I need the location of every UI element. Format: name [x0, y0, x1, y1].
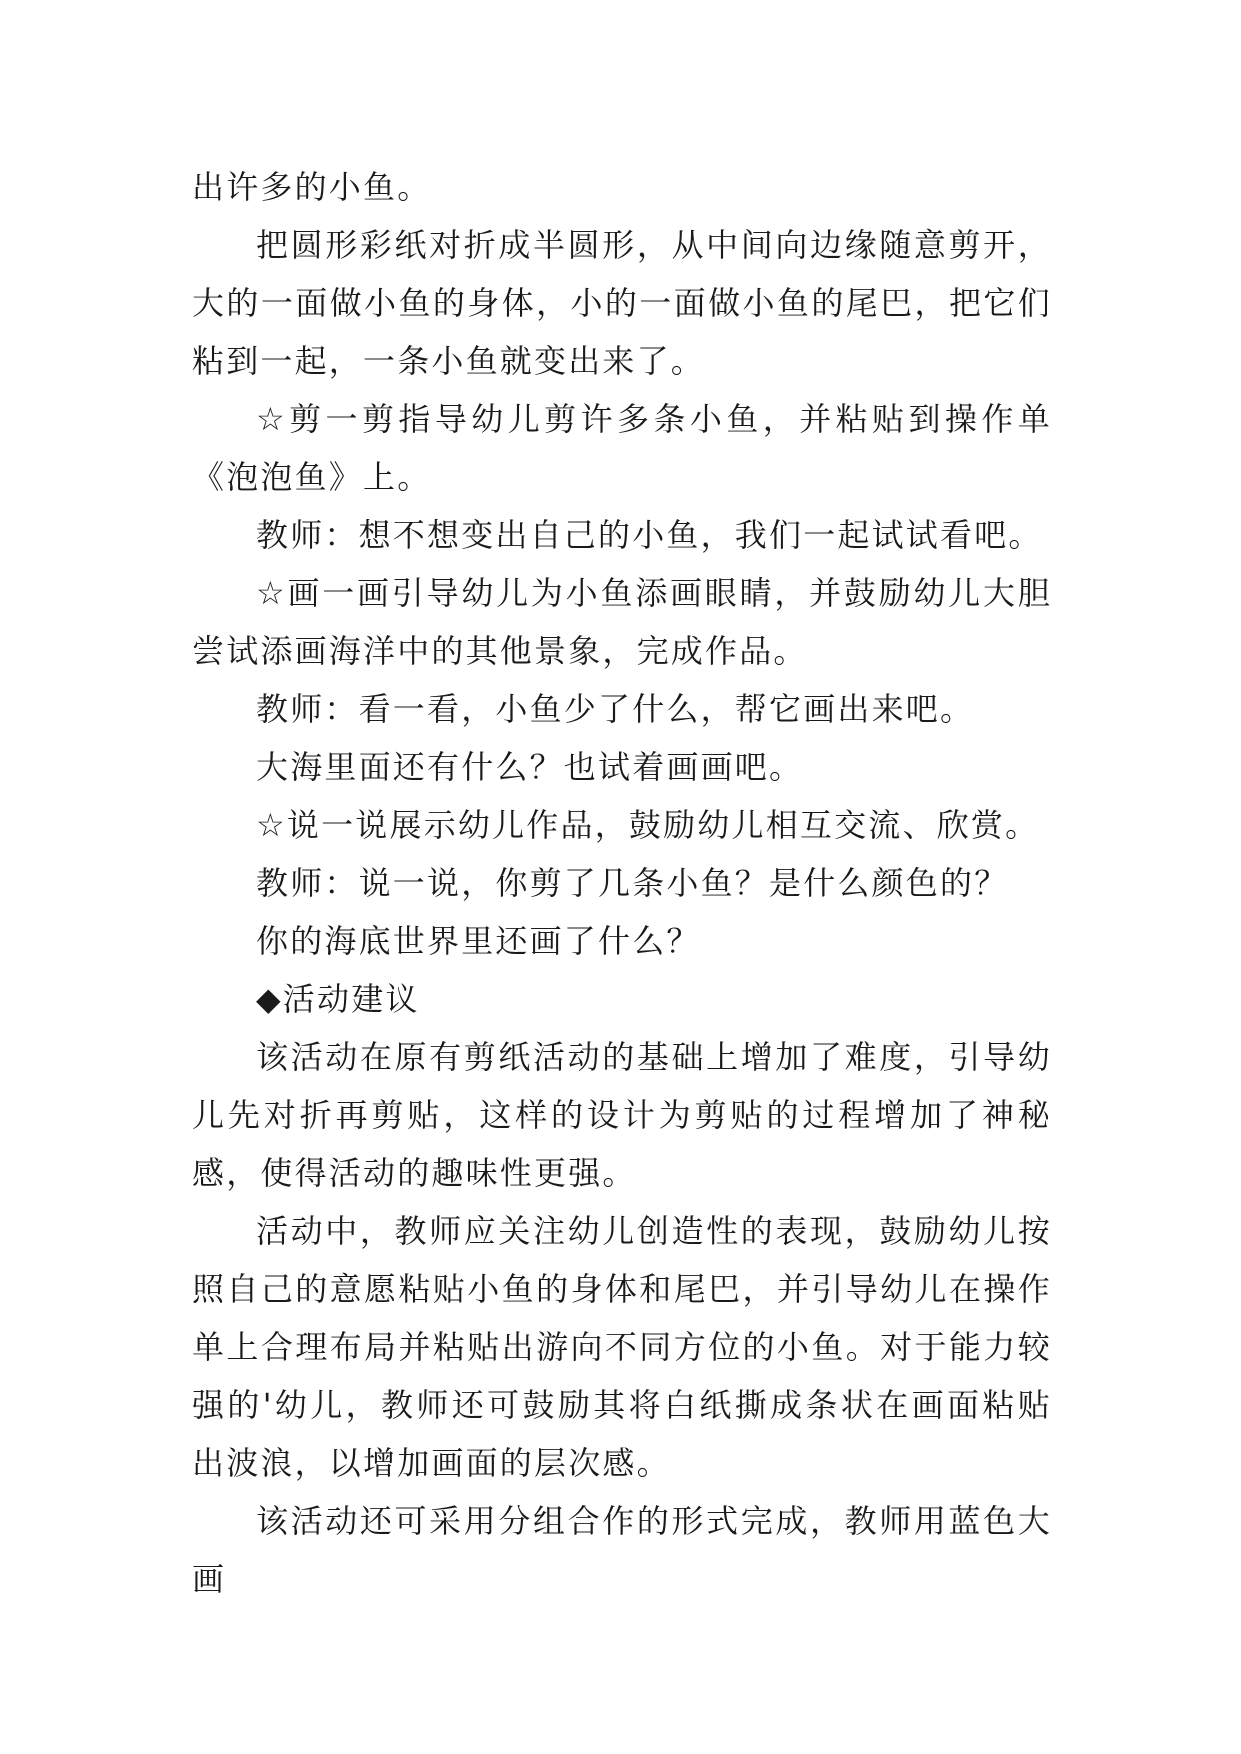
paragraph-suggestion-1: 该活动在原有剪纸活动的基础上增加了难度，引导幼儿先对折再剪贴，这样的设计为剪贴的过程增加了神秘感，使得活动的趣味性更强。	[192, 1038, 1052, 1192]
paragraph-teacher-prompt-2: 教师：看一看，小鱼少了什么，帮它画出来吧。	[256, 690, 975, 728]
paragraph-draw-step: ☆画一画引导幼儿为小鱼添画眼睛，并鼓励幼儿大胆尝试添画海洋中的其他景象，完成作品。	[192, 574, 1052, 670]
paragraph-fold-instructions: 把圆形彩纸对折成半圆形，从中间向边缘随意剪开，大的一面做小鱼的身体，小的一面做小鱼的尾巴，把它们粘到一起，一条小鱼就变出来了。	[192, 226, 1052, 380]
paragraph-continuation: 出许多的小鱼。	[192, 168, 432, 206]
paragraph-suggestion-2: 活动中，教师应关注幼儿创造性的表现，鼓励幼儿按照自己的意愿粘贴小鱼的身体和尾巴，并引导幼儿在操作单上合理布局并粘贴出游向不同方位的小鱼。对于能力较强的'幼儿，教师还可鼓励其将白纸撕成条状在画面粘贴出波浪，以增加画面的层次感。	[192, 1212, 1052, 1482]
section-heading-activity-suggestions: ◆活动建议	[256, 980, 420, 1018]
paragraph-teacher-prompt-1: 教师：想不想变出自己的小鱼，我们一起试试看吧。	[256, 516, 1043, 554]
document-body	[192, 158, 1052, 1608]
paragraph-teacher-prompt-5: 你的海底世界里还画了什么？	[256, 922, 701, 960]
paragraph-cut-step: ☆剪一剪指导幼儿剪许多条小鱼，并粘贴到操作单《泡泡鱼》上。	[192, 400, 1052, 496]
paragraph-teacher-prompt-3: 大海里面还有什么？也试着画画吧。	[256, 748, 804, 786]
paragraph-suggestion-3: 该活动还可采用分组合作的形式完成，教师用蓝色大画	[192, 1502, 1052, 1598]
paragraph-teacher-prompt-4: 教师：说一说，你剪了几条小鱼？是什么颜色的？	[256, 864, 1009, 902]
paragraph-talk-step: ☆说一说展示幼儿作品，鼓励幼儿相互交流、欣赏。	[256, 806, 1040, 844]
